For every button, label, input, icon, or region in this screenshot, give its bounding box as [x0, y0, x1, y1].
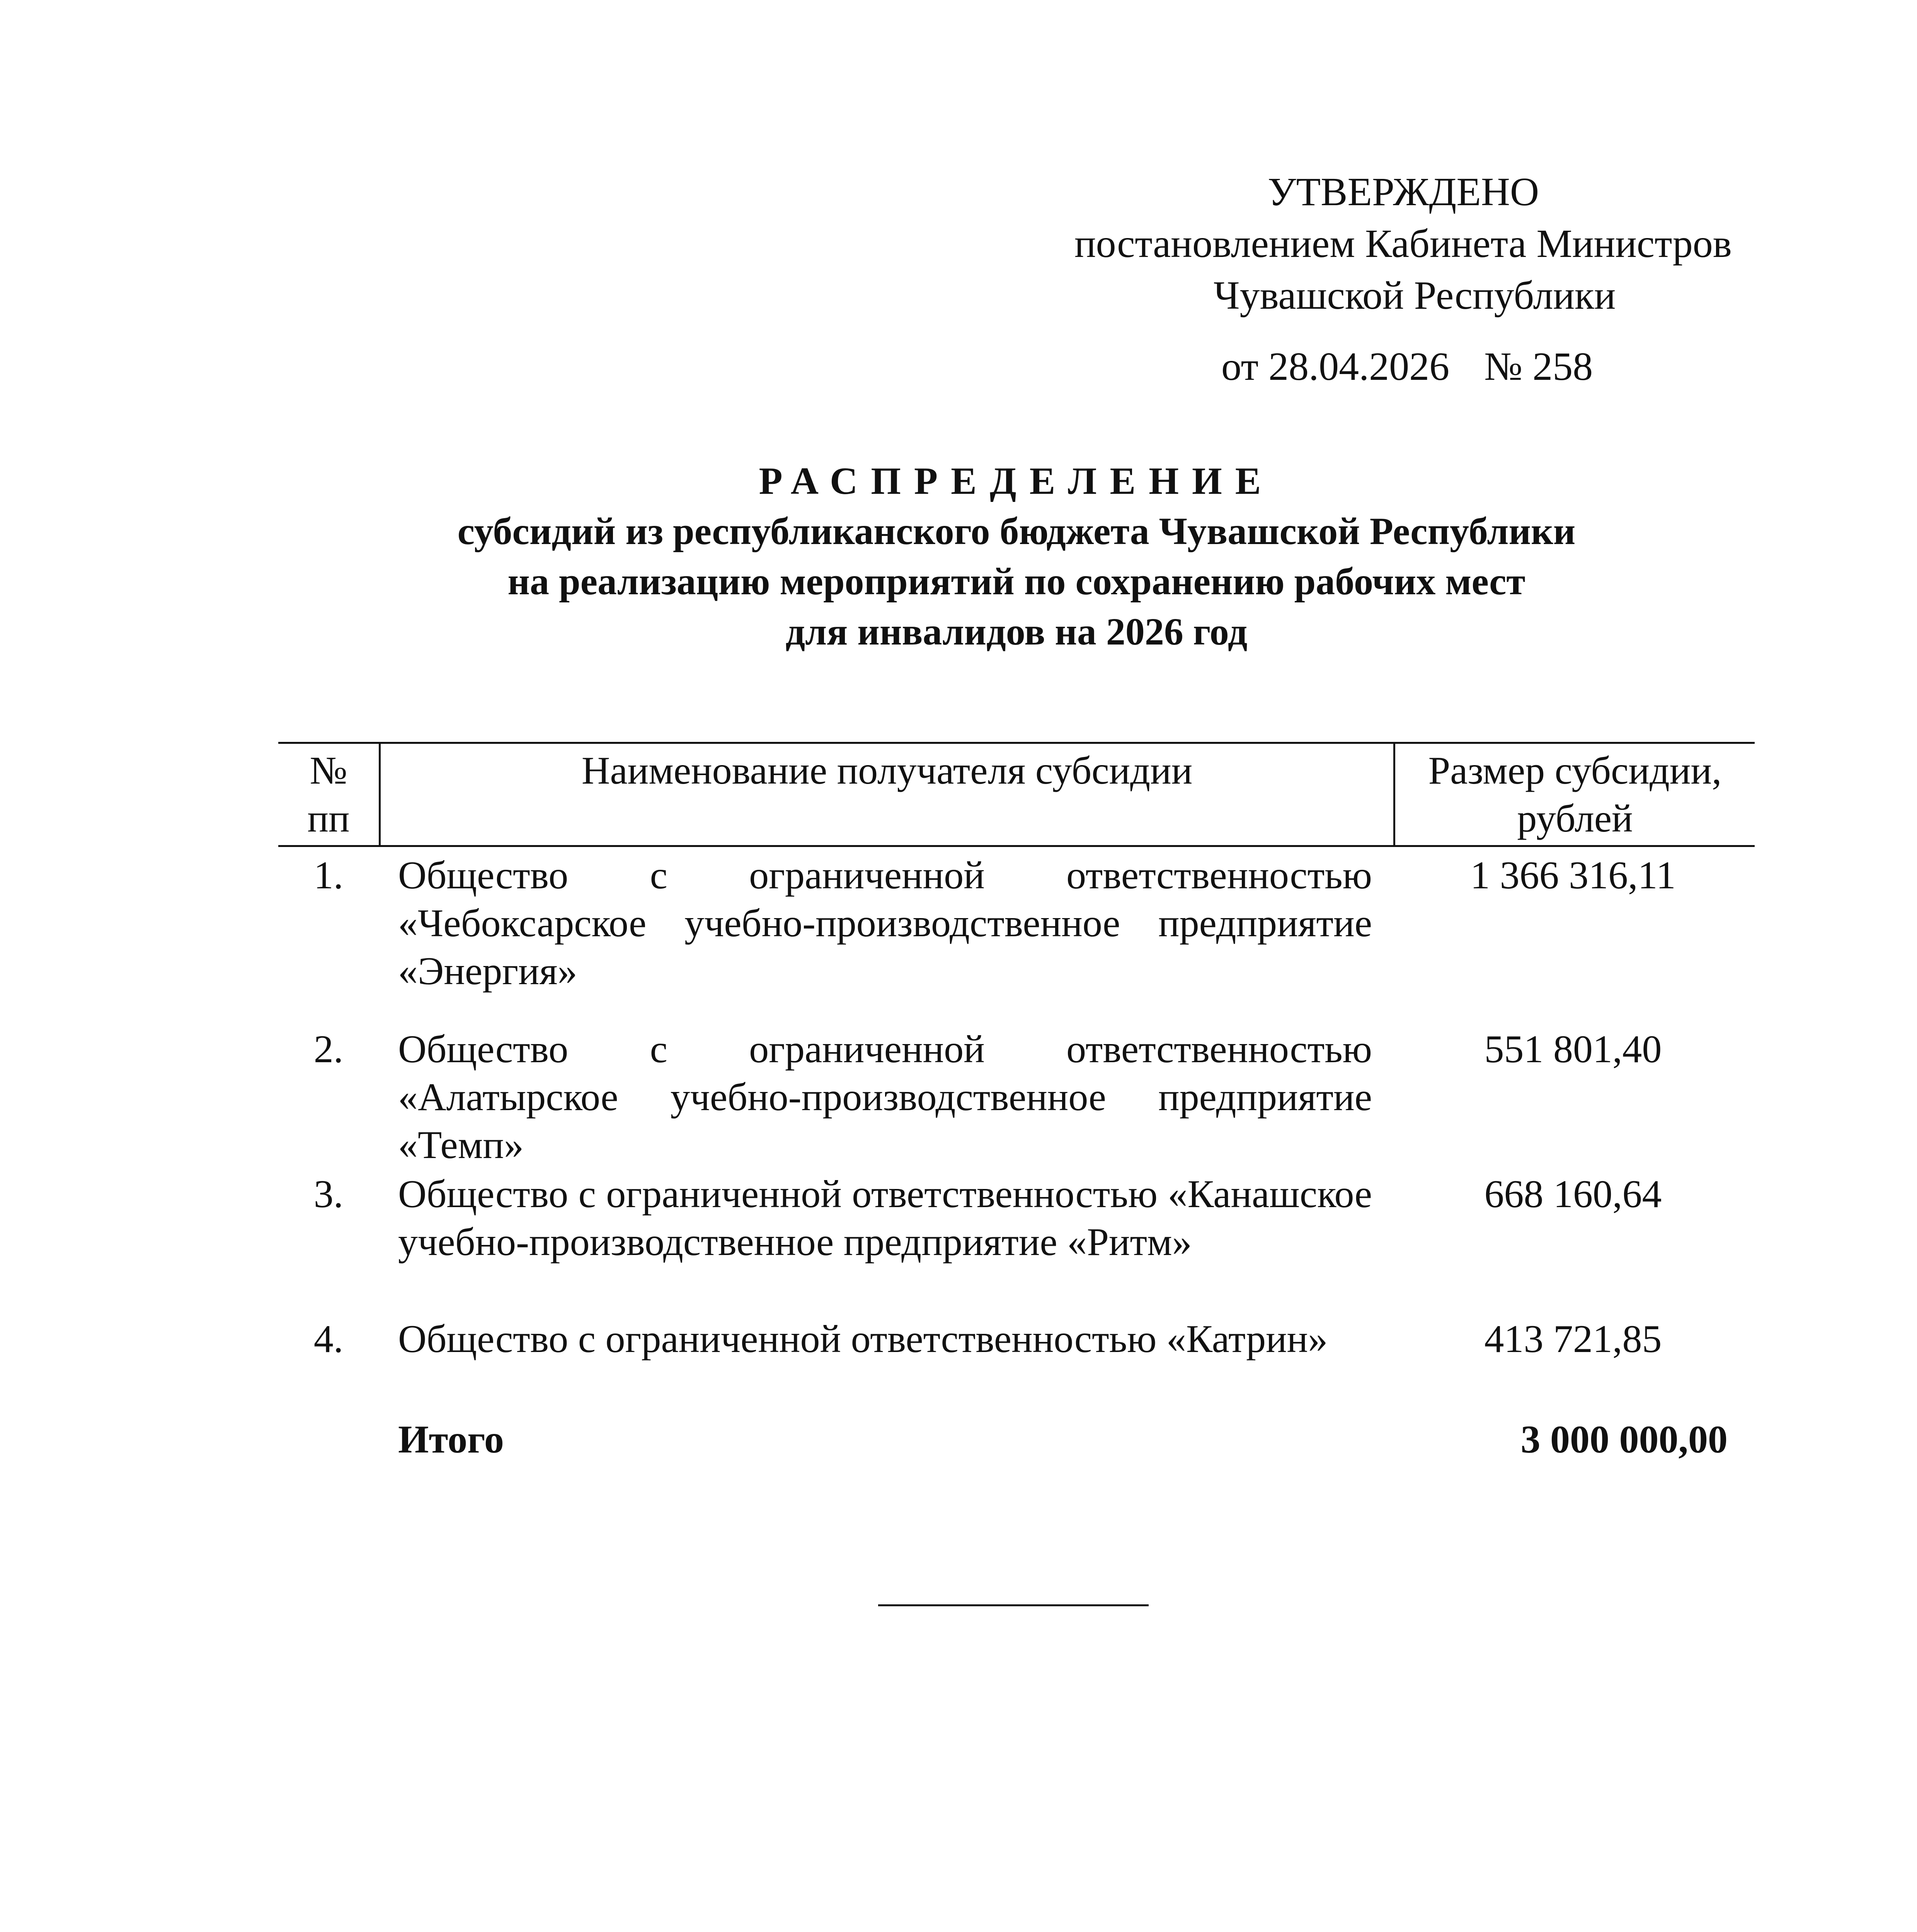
table-row	[278, 1026, 1755, 1167]
table-row	[278, 852, 1755, 1022]
row-num: 3.	[313, 1172, 344, 1216]
row-name: Общество с ограниченной ответственностью «Канашское учебно-производственное предприятие «Ритм»	[398, 1172, 1372, 1264]
row-sum: 1 366 316,11	[1470, 854, 1676, 897]
table-header	[278, 742, 1755, 847]
header-name: Наименование получателя субсидии	[381, 744, 1395, 845]
header-sum	[1395, 744, 1755, 845]
approval-block	[1005, 166, 1778, 393]
header-num	[278, 744, 381, 845]
closing-divider	[878, 1604, 1149, 1606]
title-line1: субсидий из республиканского бюджета Чувашской Республики	[457, 510, 1576, 553]
row-sum: 413 721,85	[1484, 1317, 1662, 1361]
approval-by-line2: Чувашской Республики	[1214, 273, 1616, 318]
total-num-empty	[278, 1416, 379, 1474]
title-heading: РАСПРЕДЕЛЕНИЕ	[759, 459, 1274, 502]
approval-date-number	[1005, 341, 1778, 393]
header-num-line2: пп	[307, 797, 350, 840]
header-num-line1: №	[310, 749, 347, 793]
table-row	[278, 1170, 1755, 1311]
approval-approved: УТВЕРЖДЕНО	[1268, 170, 1539, 214]
row-num: 4.	[313, 1317, 344, 1361]
approval-number: № 258	[1484, 344, 1593, 389]
total-sum: 3 000 000,00	[1520, 1418, 1728, 1461]
title-line3: для инвалидов на 2026 год	[785, 610, 1248, 653]
table-row	[278, 1315, 1755, 1412]
total-label: Итого	[398, 1418, 504, 1461]
approval-date: от 28.04.2026	[1221, 344, 1450, 389]
approval-by-line1: постановлением Кабинета Министров	[1074, 221, 1732, 266]
total-row	[278, 1416, 1755, 1474]
row-name: Общество с ограниченной ответственностью «Чебоксарское учебно-производственное предприятие «Энергия»	[398, 854, 1372, 993]
document-title	[271, 456, 1762, 657]
row-name: Общество с ограниченной ответственностью «Катрин»	[398, 1317, 1328, 1361]
row-sum: 551 801,40	[1484, 1027, 1662, 1071]
row-num: 1.	[313, 854, 344, 897]
row-name: Общество с ограниченной ответственностью «Алатырское учебно-производственное предприятие «Темп»	[398, 1027, 1372, 1167]
row-num: 2.	[313, 1027, 344, 1071]
header-sum-line2: рублей	[1517, 797, 1633, 840]
title-line2: на реализацию мероприятий по сохранению рабочих мест	[507, 560, 1525, 603]
header-sum-line1: Размер субсидии,	[1428, 749, 1722, 793]
row-sum: 668 160,64	[1484, 1172, 1662, 1216]
subsidy-table	[278, 742, 1755, 1474]
